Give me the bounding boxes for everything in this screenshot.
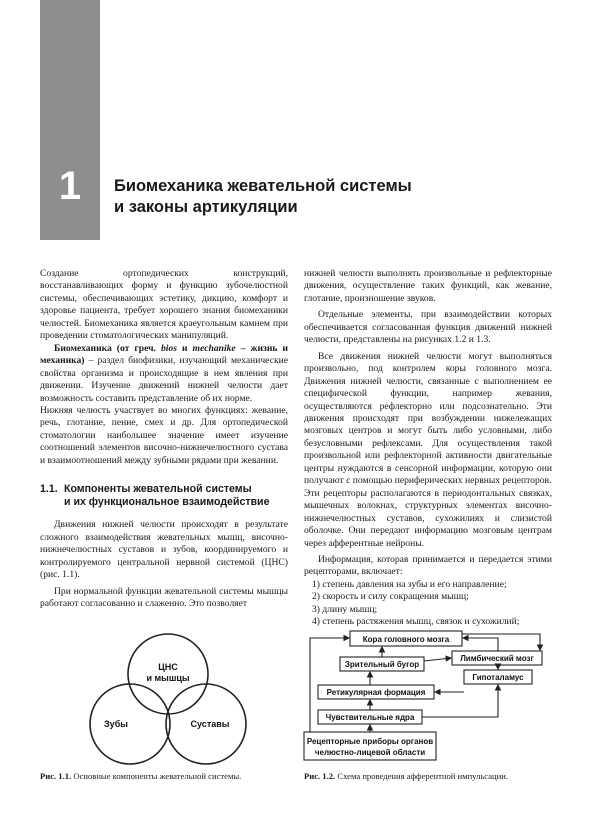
list-item: 4) степень растяжения мышц, связок и сухожилий; — [312, 616, 520, 628]
box-receptors-label-line-2: челюстно-лицевой области — [314, 748, 426, 757]
venn-label-joints: Суставы — [190, 719, 230, 729]
right-paragraph-1: нижней челюсти выполнять произвольные и рефлекторные движения, осуществление таких функций, как жевание, глотание, произношение звуков. — [304, 268, 552, 304]
right-paragraph-3: Все движения нижней челюсти могут выполняться произвольно, под контролем коры головного мозга. Движения нижней челюсти, связанные с выполнением ее специфической функции, например жевания, осуществляются рефлекторно или подсознательно. Эти движения происходят при возбуждении нижележащих мозговых центров и могут быть либо условными, либо безусловными рефлексами. Для осуществления такой произвольной или рефлекторной активности двигательные центры нуждаются в сенсорной информации, которую они получают с помощью периферических нервных рецепторов. — [304, 350, 552, 487]
venn-label-teeth: Зубы — [104, 719, 128, 729]
right-column — [304, 268, 552, 629]
box-hypothalamus-label: Гипоталамус — [472, 673, 524, 682]
left-paragraph-1: Создание ортопедических конструкций, восстанавливающих форму и функцию зубочелюстной системы, обеспечивающих эстетику, дикцию, комфорт и здоровье пациента, требует хорошего знания биомеханики челюстей. Биомеханика является краеугольным камнем при проведении стоматологических манипуляций. — [40, 268, 288, 342]
box-visual-label: Зрительный бугор — [344, 660, 420, 669]
left-column — [40, 268, 288, 610]
section-number: 1.1. — [40, 483, 58, 496]
box-limbic-label: Лимбический мозг — [460, 654, 534, 663]
chapter-number: 1 — [58, 164, 82, 208]
chapter-title-line-1: Биомеханика жевательной системы — [114, 177, 412, 195]
right-paragraph-5: Информация, которая принимается и передается этими рецепторами, включает: — [304, 553, 552, 578]
box-receptors-label-line-1: Рецепторные приборы органов — [306, 737, 434, 746]
list-item: 2) скорость и силу сокращения мышц; — [312, 591, 469, 603]
arrow-cortex-to-limbic-right — [462, 634, 540, 650]
arrow-visual-to-limbic — [424, 658, 451, 661]
figure-1-1-caption: Рис. 1.1. Основные компоненты жевательной системы. — [40, 771, 242, 781]
chapter-title-line-2: и законы артикуляции — [114, 198, 298, 216]
section-heading — [40, 483, 288, 509]
receptor-info-list — [304, 579, 552, 629]
chapter-title — [114, 176, 554, 218]
box-reticular-label: Ретикулярная формация — [326, 688, 426, 697]
arrow-limbic-to-cortex — [463, 638, 498, 651]
figure-1-2-flow-diagram — [302, 628, 554, 764]
venn-label-cns-line-1: ЦНС — [158, 662, 178, 672]
left-paragraph-5: При нормальной функции жевательной системы мышцы работают согласованно и слаженно. Это позволяет — [40, 585, 288, 609]
section-title-line-1: Компоненты жевательной системы — [64, 483, 252, 496]
venn-label-cns-line-2: и мышцы — [146, 673, 190, 683]
list-item: 1) степень давления на зубы и его направление; — [312, 578, 507, 590]
term-biomechanics: Биомеханика (от греч. bios и mechanike – жизнь и механика) — [40, 342, 288, 367]
venn-circle-teeth — [90, 684, 170, 764]
box-sensory-label: Чувствительные ядра — [325, 713, 415, 722]
left-paragraph-2: Биомеханика (от греч. bios и mechanike – жизнь и механика) – раздел биофизики, изучающий механические свойства организма и происходящие в нем явления при движении. Изучение движений нижней челюсти дает возможность составить представление об их норме. — [40, 342, 288, 404]
right-paragraph-2: Отдельные элементы, при взаимодействии которых обеспечивается согласованная функция движений нижней челюсти, представлены на рисунках 1.2 и 1.3. — [304, 309, 552, 346]
figure-1-2-caption: Рис. 1.2. Схема проведения афферентной импульсации. — [304, 771, 508, 781]
left-paragraph-4: Движения нижней челюсти происходят в результате сложного взаимодействия жевательных мышц, височно-нижнечелюстных суставов и зубов, координируемого и контролируемого центральной нервной системой (ЦНС) (рис. 1.1). — [40, 519, 288, 581]
left-paragraph-3: Нижняя челюсть участвует во многих функциях: жевание, речь, глотание, пение, смех и др. Для ортопедической стоматологии наибольшее значение имеет изучение соотношений элементов височно-нижнечелюстного сустава и взаимоотношений между зубными рядами при жевании. — [40, 404, 288, 466]
right-paragraph-4: Эти рецепторы располагаются в периодонтальных связках, мышечных волокнах, структурных элементах височно-нижнечелюстных суставов, сухожилиях и слизистой оболочке. Они передают информацию мозговым центрам через афферентные нейроны. — [304, 487, 552, 549]
list-item: 3) длину мышц; — [312, 603, 378, 615]
box-cortex-label: Кора головного мозга — [362, 635, 450, 644]
figure-1-1-venn-diagram — [78, 626, 258, 766]
section-title-line-2: и их функциональное взаимодействие — [64, 496, 270, 509]
